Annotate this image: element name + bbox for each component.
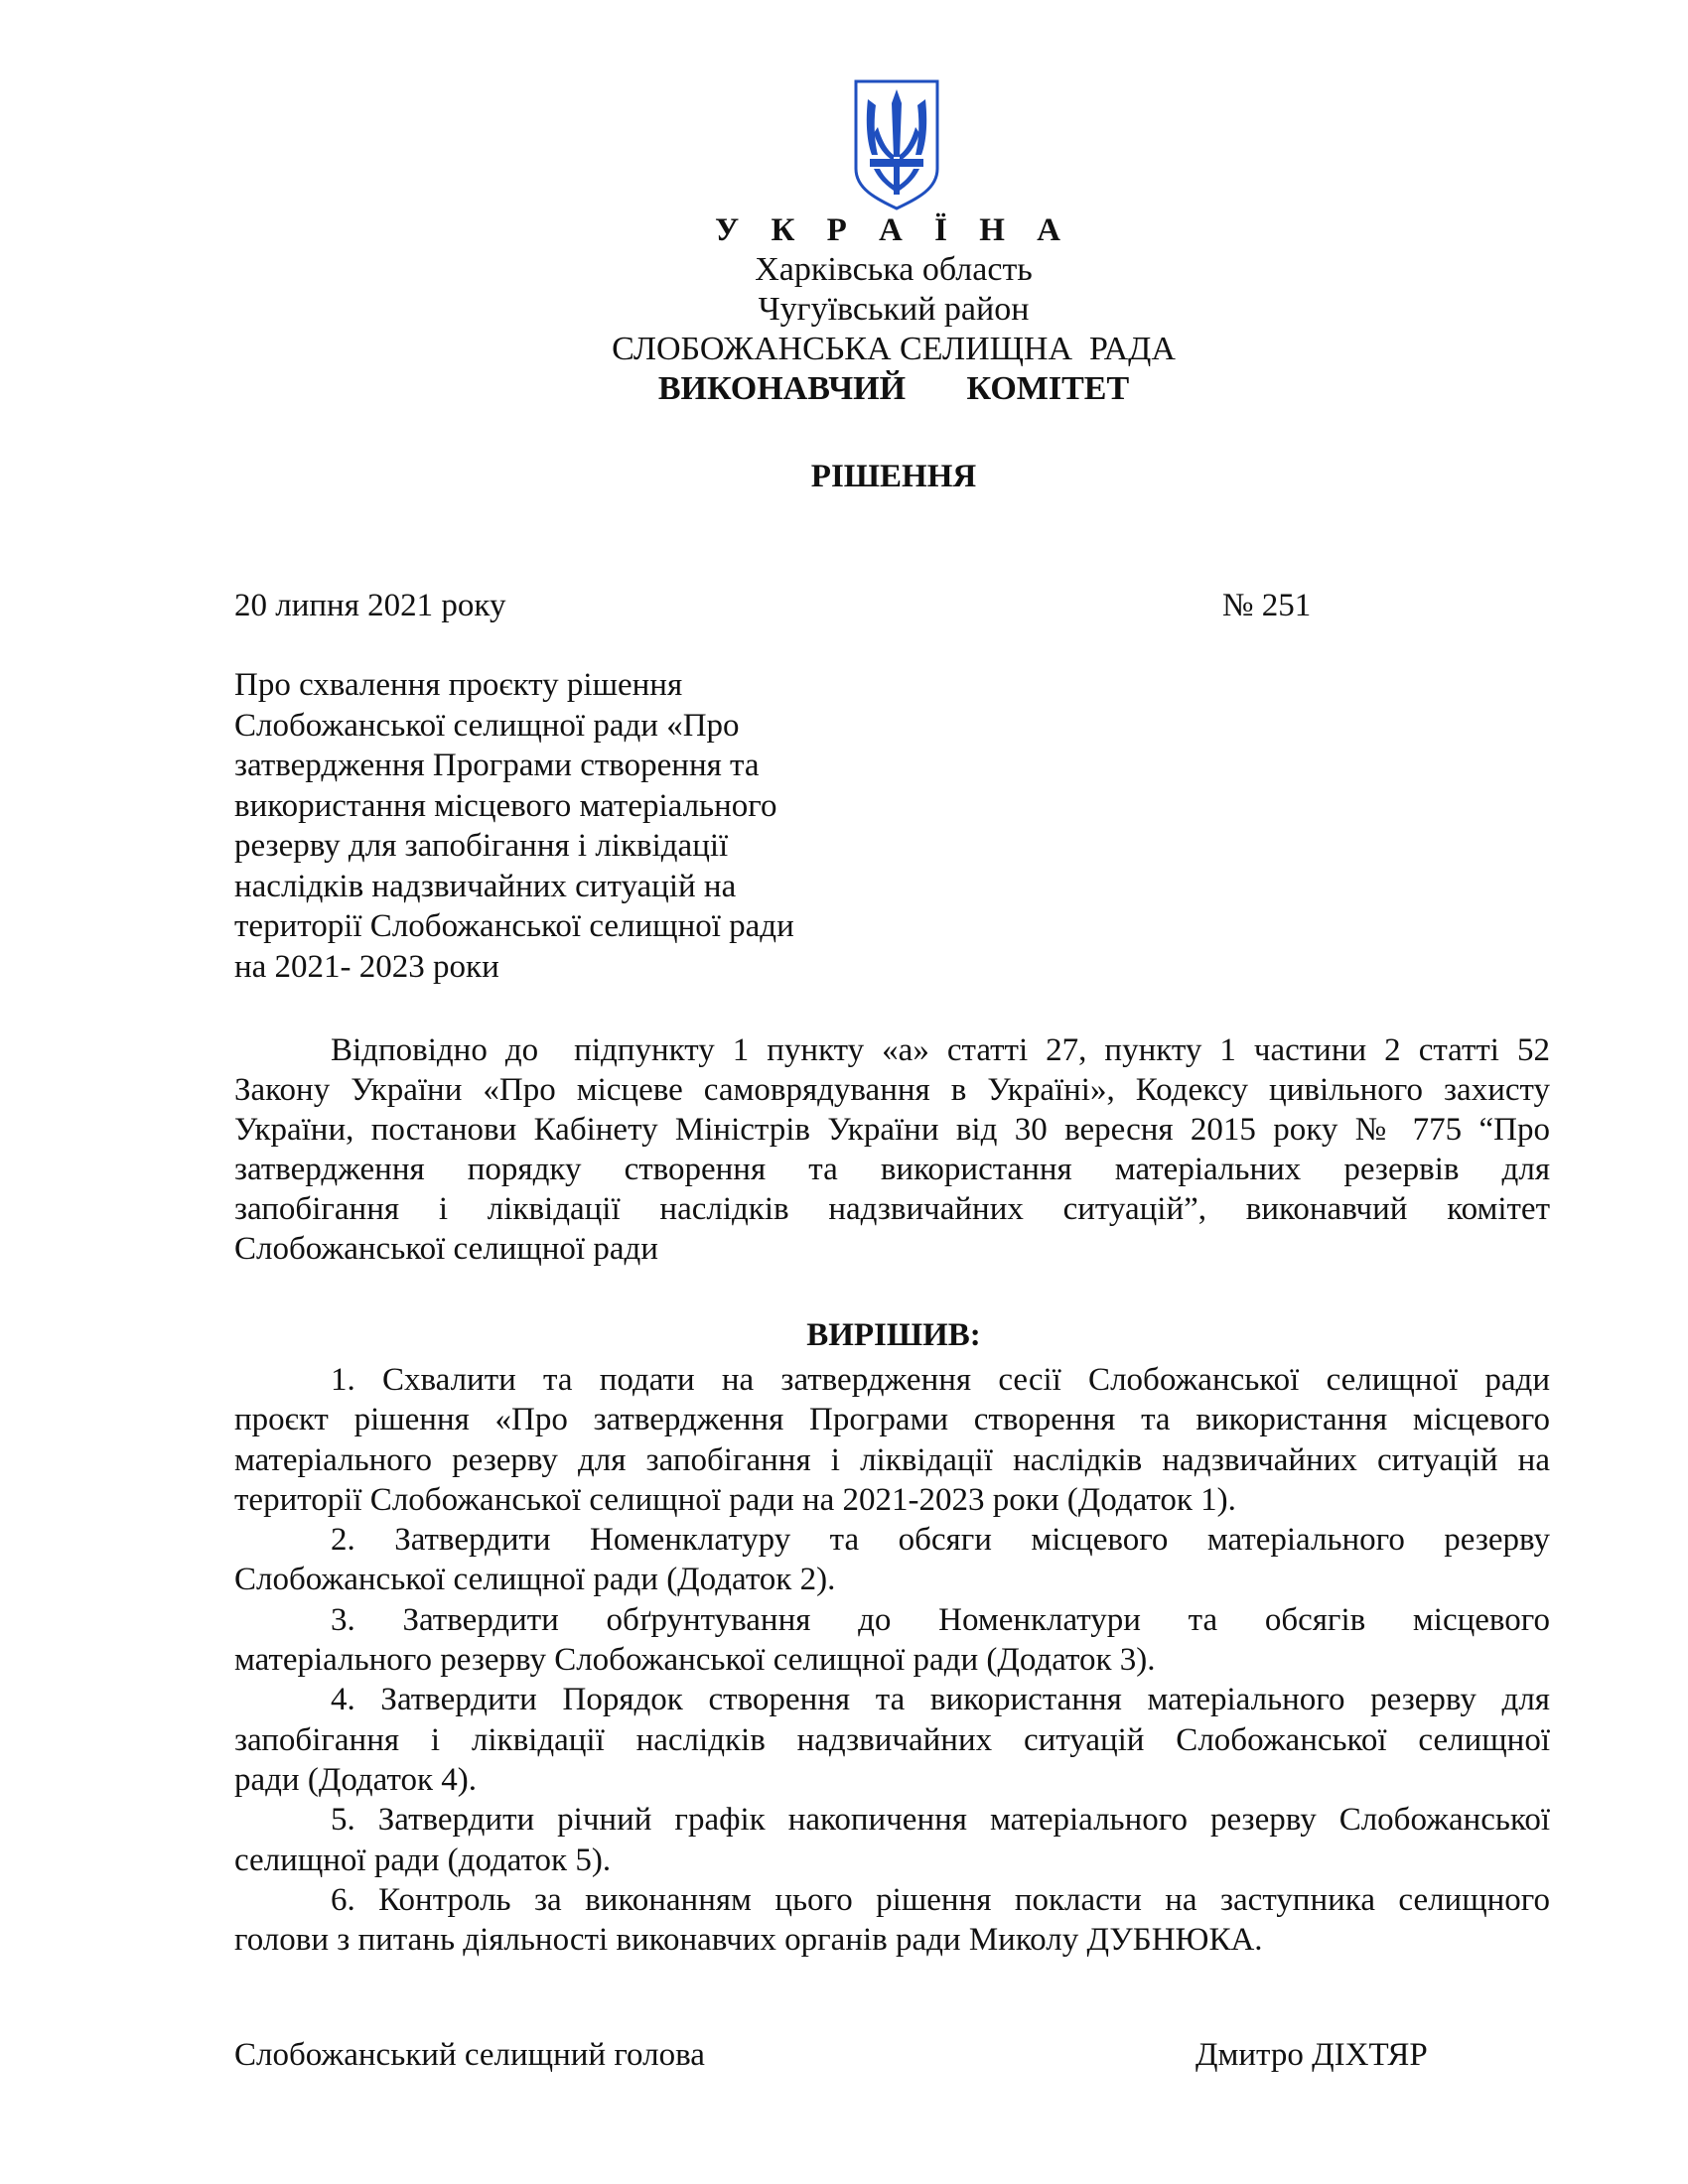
- item-5-line: 5. Затвердити річний графік накопичення матеріального резерву Слобожанської: [331, 1802, 1550, 1839]
- document-header: [0, 210, 1688, 409]
- preamble-line: Слобожанської селищної ради: [234, 1231, 658, 1267]
- item-2-line: Слобожанської селищної ради (Додаток 2).: [234, 1562, 836, 1598]
- trident-emblem-icon: [852, 77, 941, 212]
- region-name: Харківська область: [755, 251, 1033, 288]
- preamble-line: затвердження порядку створення та використання матеріальних резервів для: [234, 1152, 1550, 1187]
- item-1-line: проєкт рішення «Про затвердження Програми створення та використання місцевого: [234, 1402, 1550, 1438]
- country-name: У К Р А Ї Н А: [715, 212, 1072, 248]
- decision-subject: [234, 665, 870, 987]
- subject-line: території Слобожанської селищної ради: [234, 908, 794, 944]
- district-name: Чугуївський район: [758, 291, 1030, 328]
- item-2-line: 2. Затвердити Номенклатуру та обсяги місцевого матеріального резерву: [331, 1522, 1550, 1559]
- resolution-items: [234, 1360, 1550, 1960]
- preamble-line: Відповідно до підпункту 1 пункту «а» статті 27, пункту 1 частини 2 статті 52: [331, 1032, 1550, 1068]
- subject-line: використання місцевого матеріального: [234, 787, 777, 824]
- preamble-paragraph: [234, 1030, 1550, 1269]
- subject-line: резерву для запобігання і ліквідації: [234, 828, 729, 864]
- item-4-line: ради (Додаток 4).: [234, 1761, 477, 1798]
- subject-line: наслідків надзвичайних ситуацій на: [234, 868, 737, 904]
- item-3-line: 3. Затвердити обґрунтування до Номенклатури та обсягів місцевого: [331, 1601, 1550, 1638]
- item-1-line: матеріального резерву для запобігання і ліквідації наслідків надзвичайних ситуацій на: [234, 1441, 1550, 1478]
- item-1-line: території Слобожанської селищної ради на 2021-2023 роки (Додаток 1).: [234, 1481, 1236, 1518]
- signatory-name: Дмитро ДІХТЯР: [1196, 2037, 1428, 2073]
- subject-line: Про схвалення проєкту рішення: [234, 667, 683, 703]
- item-4-line: 4. Затвердити Порядок створення та використання матеріального резерву для: [331, 1682, 1550, 1718]
- subject-line: на 2021- 2023 роки: [234, 948, 499, 985]
- subject-line: Слобожанської селищної ради «Про: [234, 707, 740, 744]
- subject-line: затвердження Програми створення та: [234, 748, 760, 783]
- signatory-title: Слобожанський селищний голова: [234, 2037, 705, 2073]
- item-3-line: матеріального резерву Слобожанської селищної ради (Додаток 3).: [234, 1642, 1156, 1679]
- council-name: СЛОБОЖАНСЬКА СЕЛИЩНА РАДА: [612, 331, 1176, 367]
- decision-date: 20 липня 2021 року: [234, 588, 506, 623]
- decision-number: № 251: [1222, 588, 1312, 623]
- item-6-line: 6. Контроль за виконанням цього рішення покласти на заступника селищного: [331, 1881, 1550, 1918]
- item-4-line: запобігання і ліквідації наслідків надзвичайних ситуацій Слобожанської селищної: [234, 1721, 1550, 1758]
- committee-name: ВИКОНАВЧИЙ КОМІТЕТ: [657, 370, 1130, 407]
- decision-title: РІШЕННЯ: [810, 459, 977, 494]
- preamble-line: Закону України «Про місцеве самоврядування в Україні», Кодексу цивільного захисту: [234, 1072, 1550, 1108]
- item-1-line: 1. Схвалити та подати на затвердження сесії Слобожанської селищної ради: [331, 1362, 1550, 1398]
- item-6-line: голови з питань діяльності виконавчих органів ради Миколу ДУБНЮКА.: [234, 1922, 1263, 1959]
- resolved-heading: ВИРІШИВ:: [806, 1317, 981, 1353]
- preamble-line: запобігання і ліквідації наслідків надзвичайних ситуацій”, виконавчий комітет: [234, 1191, 1550, 1227]
- item-5-line: селищної ради (додаток 5).: [234, 1842, 612, 1878]
- preamble-line: України, постанови Кабінету Міністрів України від 30 вересня 2015 року № 775 “Про: [234, 1112, 1550, 1148]
